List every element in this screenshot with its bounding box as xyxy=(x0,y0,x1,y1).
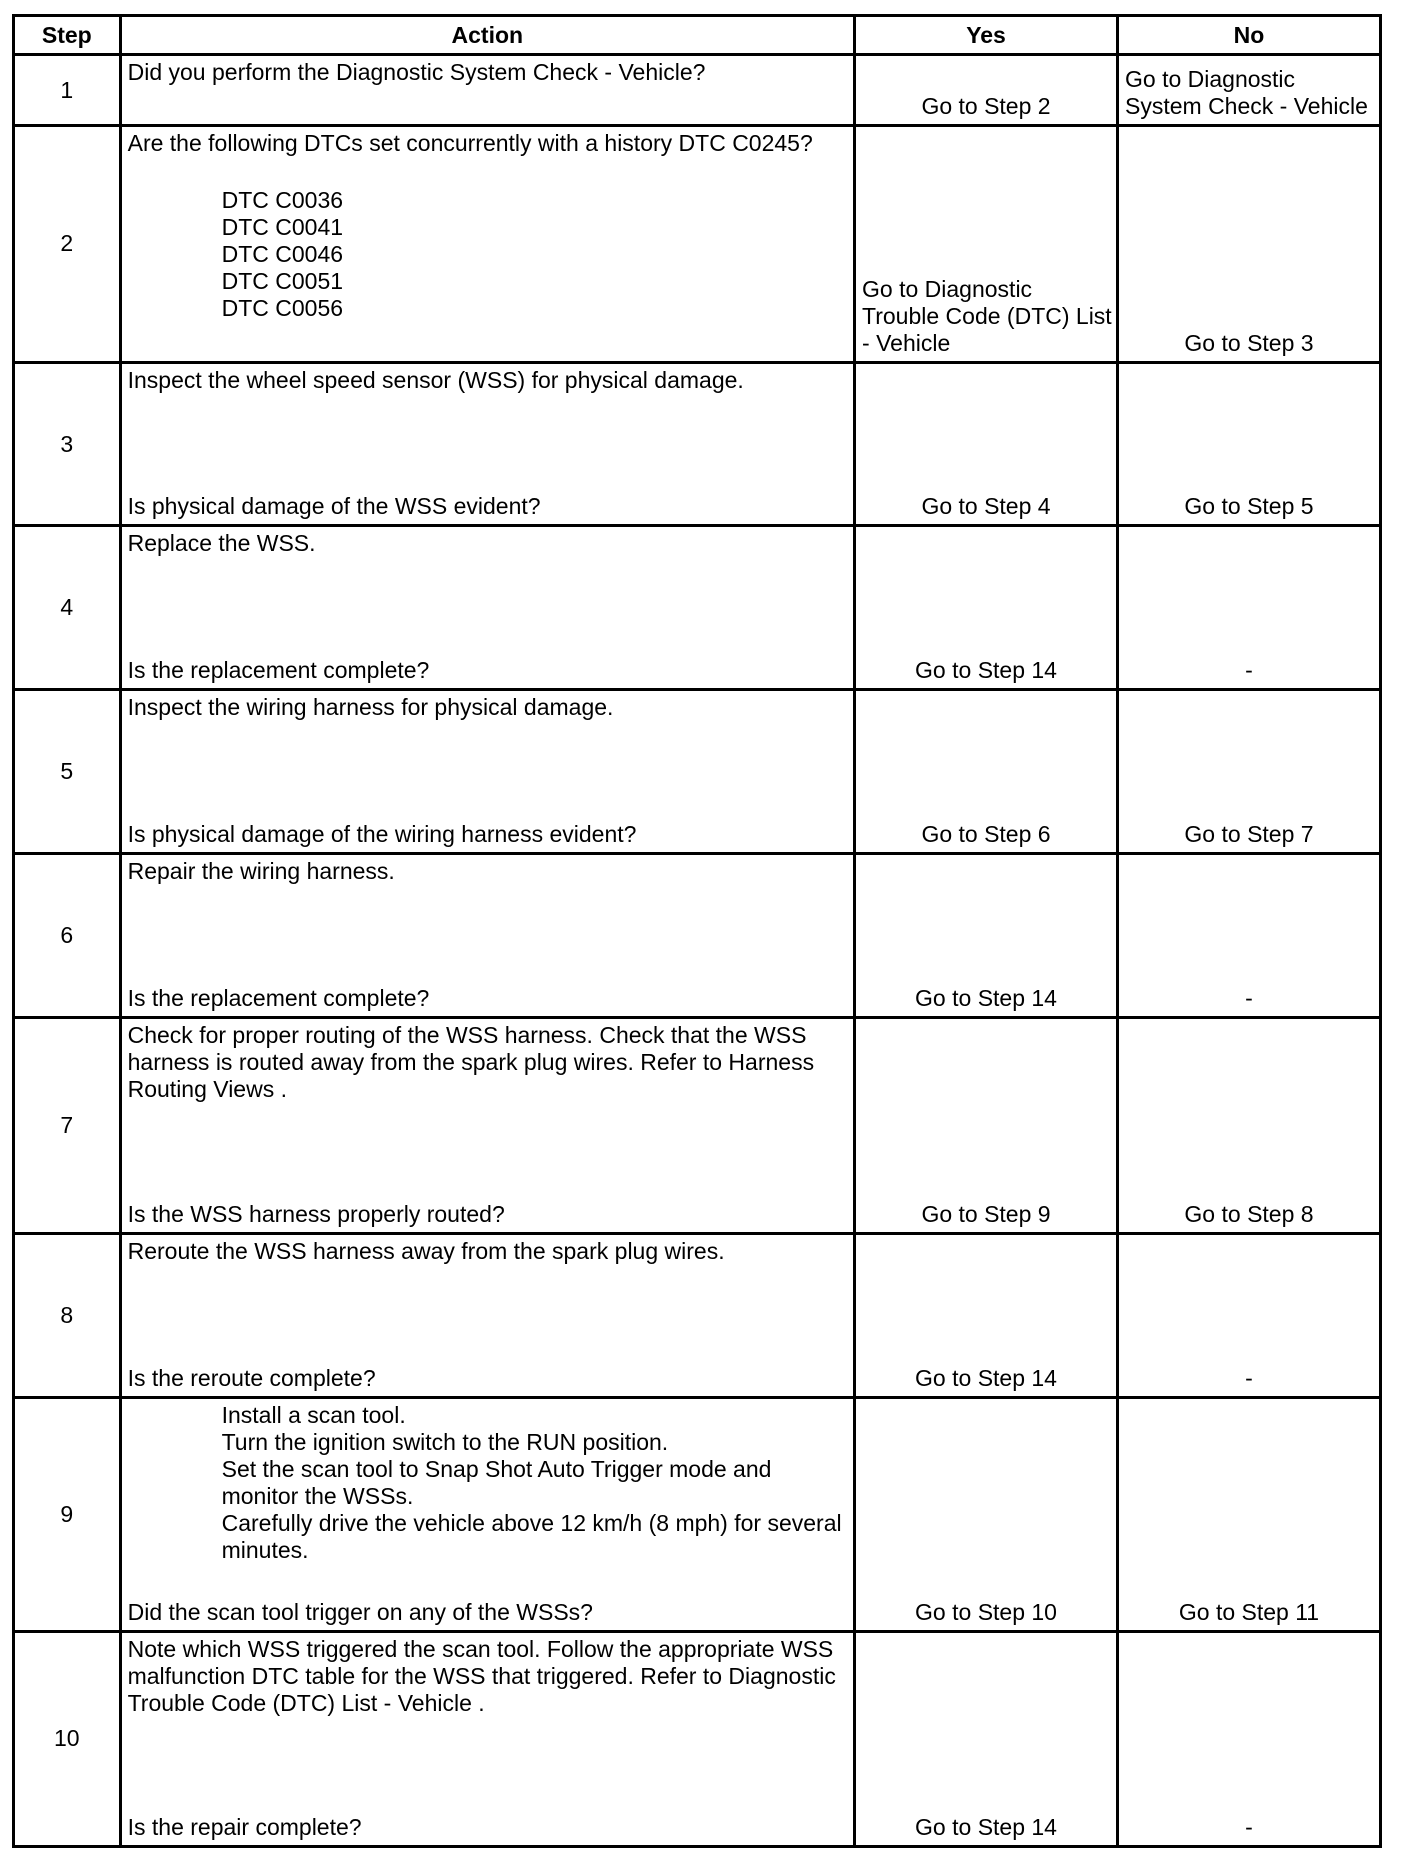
dtc-item: DTC C0046 xyxy=(221,241,344,268)
yes-cell: Go to Step 14 xyxy=(855,1631,1118,1846)
procedure-list xyxy=(128,1402,847,1564)
question-text: Is the replacement complete? xyxy=(127,984,430,1011)
procedure-item: Set the scan tool to Snap Shot Auto Trigger mode and monitor the WSSs. xyxy=(221,1455,772,1509)
yes-cell: Go to Step 14 xyxy=(855,526,1118,690)
step-number: 1 xyxy=(14,55,121,126)
action-cell xyxy=(120,55,854,126)
question-text: Is physical damage of the wiring harness evident? xyxy=(127,820,637,847)
action-text: Are the following DTCs set concurrently with a history DTC C0245? xyxy=(127,130,813,157)
action-text: Replace the WSS. xyxy=(127,530,316,557)
question-text: Is physical damage of the WSS evident? xyxy=(127,493,541,520)
action-text: Note which WSS triggered the scan tool. Follow the appropriate WSS malfunction DTC table for the WSS that triggered. Refer to Diagnostic Trouble Code (DTC) List - Vehicle . xyxy=(127,1635,836,1716)
action-cell xyxy=(120,126,854,362)
step-number: 8 xyxy=(14,1234,121,1398)
dtc-item: DTC C0051 xyxy=(221,268,344,295)
no-cell: Go to Step 8 xyxy=(1118,1017,1381,1233)
action-cell xyxy=(120,1397,854,1631)
action-text: Did you perform the Diagnostic System Check - Vehicle? xyxy=(127,59,706,85)
dtc-item: DTC C0056 xyxy=(221,295,344,322)
yes-cell: Go to Step 14 xyxy=(855,1234,1118,1398)
action-text: Repair the wiring harness. xyxy=(127,857,395,884)
no-cell: - xyxy=(1118,1234,1381,1398)
no-cell: Go to Step 7 xyxy=(1118,690,1381,854)
action-text: Inspect the wheel speed sensor (WSS) for physical damage. xyxy=(127,366,744,393)
question-text: Is the reroute complete? xyxy=(127,1364,376,1391)
yes-cell: Go to Step 10 xyxy=(855,1397,1118,1631)
action-cell xyxy=(120,1234,854,1398)
table-row xyxy=(14,1397,1381,1631)
step-number: 6 xyxy=(14,853,121,1017)
table-row xyxy=(14,690,1381,854)
action-text: Check for proper routing of the WSS harness. Check that the WSS harness is routed away from the spark plug wires. Refer to Harness Routing Views . xyxy=(127,1021,815,1102)
table-row xyxy=(14,1017,1381,1233)
procedure-item: Carefully drive the vehicle above 12 km/h (8 mph) for several minutes. xyxy=(221,1509,842,1563)
header-step: Step xyxy=(14,16,121,55)
no-cell: - xyxy=(1118,526,1381,690)
no-cell: Go to Diagnostic System Check - Vehicle xyxy=(1118,55,1381,126)
step-number: 5 xyxy=(14,690,121,854)
table-row xyxy=(14,55,1381,126)
action-cell xyxy=(120,362,854,526)
step-number: 3 xyxy=(14,362,121,526)
header-action: Action xyxy=(120,16,854,55)
procedure-item: Install a scan tool. xyxy=(221,1401,406,1428)
table-row xyxy=(14,1234,1381,1398)
yes-cell: Go to Step 6 xyxy=(855,690,1118,854)
action-cell xyxy=(120,1631,854,1846)
question-text: Did the scan tool trigger on any of the WSSs? xyxy=(127,1598,593,1625)
procedure-item: Turn the ignition switch to the RUN position. xyxy=(221,1428,669,1455)
question-text: Is the repair complete? xyxy=(127,1814,362,1840)
table-row xyxy=(14,853,1381,1017)
action-cell xyxy=(120,1017,854,1233)
no-cell: - xyxy=(1118,1631,1381,1846)
step-number: 7 xyxy=(14,1017,121,1233)
no-cell: - xyxy=(1118,853,1381,1017)
question-text: Is the replacement complete? xyxy=(127,657,430,684)
step-number: 10 xyxy=(14,1631,121,1846)
dtc-item: DTC C0041 xyxy=(221,214,344,241)
step-number: 4 xyxy=(14,526,121,690)
table-row xyxy=(14,126,1381,362)
yes-cell: Go to Diagnostic Trouble Code (DTC) List - Vehicle xyxy=(855,126,1118,362)
action-cell xyxy=(120,690,854,854)
header-yes: Yes xyxy=(855,16,1118,55)
question-text: Is the WSS harness properly routed? xyxy=(127,1201,505,1228)
header-no: No xyxy=(1118,16,1381,55)
step-number: 2 xyxy=(14,126,121,362)
no-cell: Go to Step 3 xyxy=(1118,126,1381,362)
table-row xyxy=(14,1631,1381,1846)
no-cell: Go to Step 11 xyxy=(1118,1397,1381,1631)
action-cell xyxy=(120,526,854,690)
table-row xyxy=(14,362,1381,526)
yes-cell: Go to Step 14 xyxy=(855,853,1118,1017)
no-cell: Go to Step 5 xyxy=(1118,362,1381,526)
yes-cell: Go to Step 9 xyxy=(855,1017,1118,1233)
yes-cell: Go to Step 4 xyxy=(855,362,1118,526)
dtc-item: DTC C0036 xyxy=(221,187,344,214)
action-text: Reroute the WSS harness away from the spark plug wires. xyxy=(127,1238,725,1265)
action-cell xyxy=(120,853,854,1017)
step-number: 9 xyxy=(14,1397,121,1631)
table-row xyxy=(14,526,1381,690)
header-row xyxy=(14,16,1381,55)
action-text: Inspect the wiring harness for physical damage. xyxy=(127,694,614,721)
yes-cell: Go to Step 2 xyxy=(855,55,1118,126)
diagnostic-table xyxy=(12,14,1382,1848)
